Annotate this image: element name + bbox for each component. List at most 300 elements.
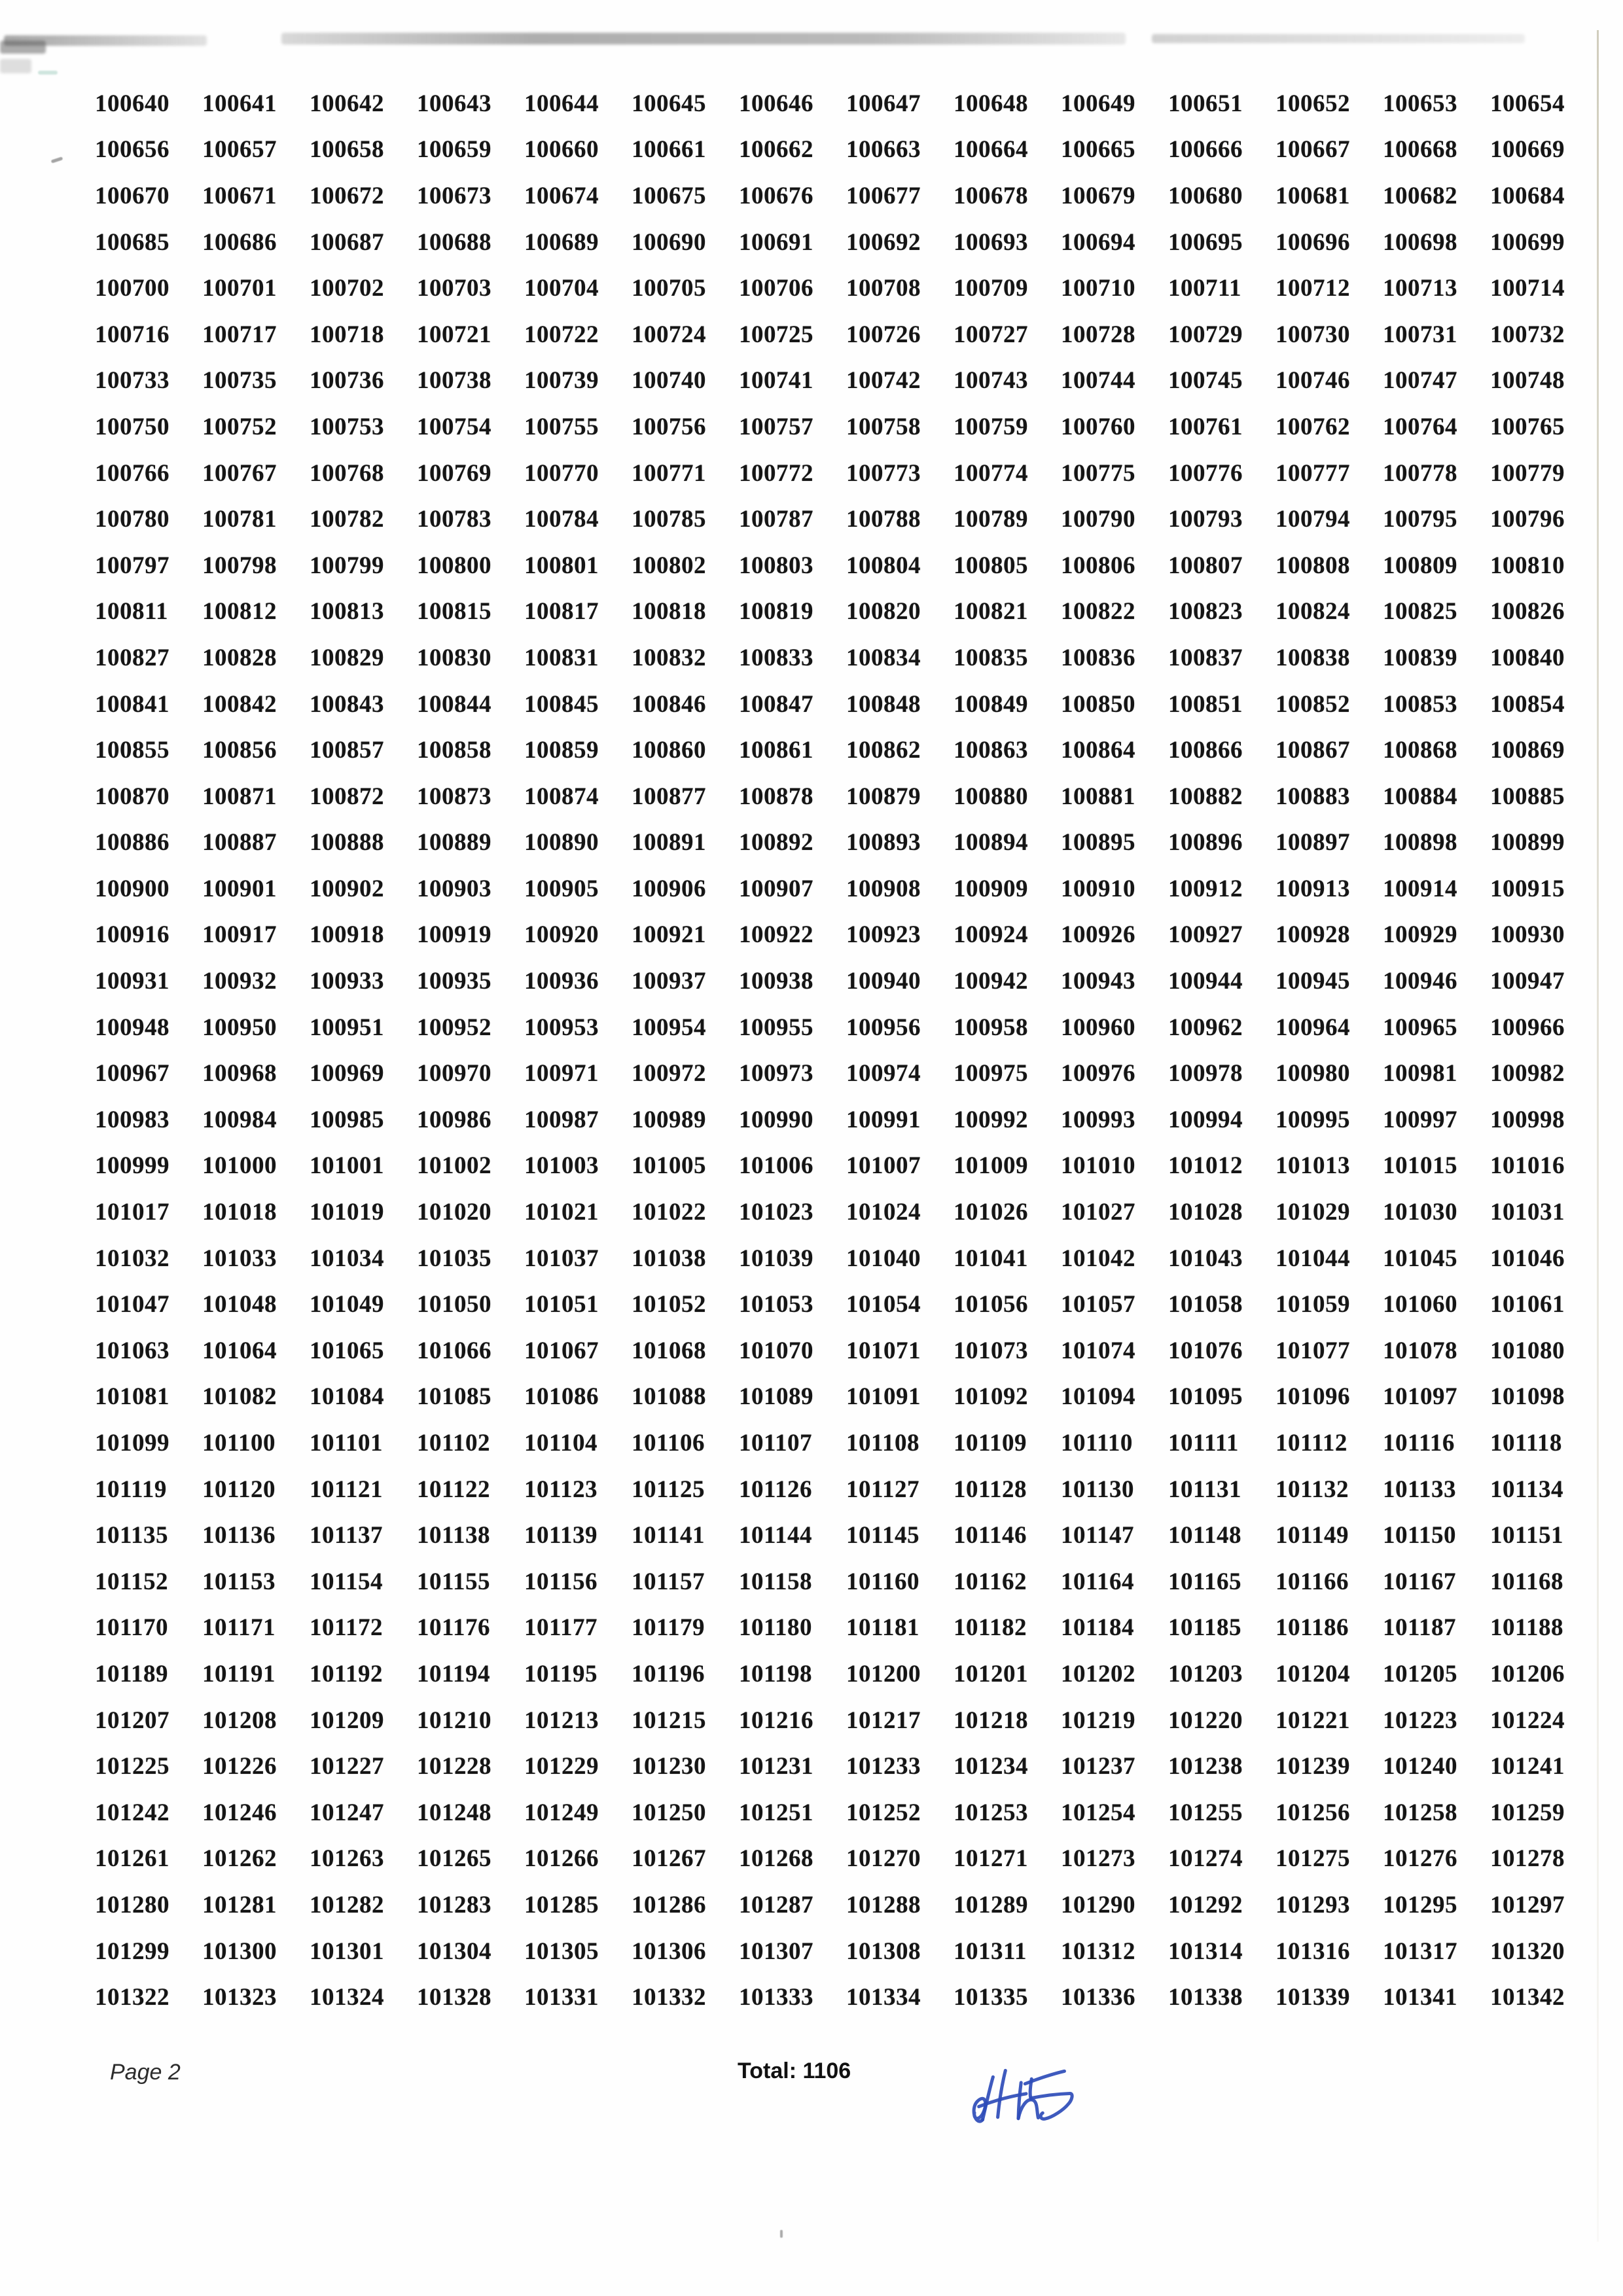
- roll-number: 100698: [1383, 228, 1457, 256]
- roll-number: 100747: [1383, 367, 1457, 395]
- roll-number: 101289: [954, 1891, 1028, 1918]
- roll-number: 100760: [1061, 413, 1135, 440]
- roll-number: 100717: [202, 321, 277, 348]
- roll-number: 100942: [954, 968, 1028, 995]
- roll-number: 100948: [95, 1014, 169, 1041]
- roll-number: 100796: [1490, 506, 1565, 533]
- roll-number: 101271: [954, 1845, 1028, 1873]
- roll-number: 101148: [1168, 1522, 1241, 1549]
- roll-number: 101021: [524, 1199, 599, 1226]
- roll-number: 100790: [1061, 506, 1135, 533]
- roll-number: 100975: [954, 1060, 1028, 1087]
- roll-number: 101195: [524, 1660, 597, 1687]
- roll-number: 101034: [310, 1245, 384, 1272]
- roll-number: 100881: [1061, 783, 1135, 810]
- roll-number: 100806: [1061, 552, 1135, 579]
- roll-number: 101049: [310, 1291, 384, 1318]
- roll-number: 100788: [846, 506, 921, 533]
- roll-number: 100662: [739, 136, 813, 164]
- roll-number: 100936: [524, 968, 599, 995]
- roll-number: 100808: [1275, 552, 1350, 579]
- roll-number: 101132: [1275, 1475, 1349, 1503]
- roll-number: 100964: [1275, 1014, 1350, 1041]
- roll-number: 101078: [1383, 1337, 1457, 1364]
- roll-number: 100676: [739, 182, 813, 209]
- roll-number: 100710: [1061, 275, 1135, 302]
- roll-number: 101225: [95, 1753, 169, 1780]
- roll-number: 101268: [739, 1845, 813, 1873]
- roll-number: 100947: [1490, 968, 1565, 995]
- roll-number: 100915: [1490, 875, 1565, 902]
- roll-number: 100879: [846, 783, 921, 810]
- roll-number: 100773: [846, 459, 921, 487]
- roll-number: 101053: [739, 1291, 813, 1318]
- roll-number: 100970: [417, 1060, 491, 1087]
- roll-number: 101096: [1275, 1383, 1350, 1411]
- roll-number: 101165: [1168, 1568, 1241, 1595]
- roll-number: 101094: [1061, 1383, 1135, 1411]
- roll-number: 100738: [417, 367, 491, 395]
- roll-number: 100971: [524, 1060, 599, 1087]
- roll-number: 101267: [632, 1845, 706, 1873]
- roll-number: 100837: [1168, 644, 1243, 671]
- roll-number: 100743: [954, 367, 1028, 395]
- roll-number: 100995: [1275, 1106, 1350, 1133]
- roll-number: 100706: [739, 275, 813, 302]
- roll-number: 100940: [846, 968, 921, 995]
- roll-number: 101305: [524, 1937, 599, 1965]
- roll-number: 100656: [95, 136, 169, 164]
- roll-number: 100952: [417, 1014, 491, 1041]
- roll-number: 100914: [1383, 875, 1457, 902]
- roll-number: 101266: [524, 1845, 599, 1873]
- roll-number: 100926: [1061, 921, 1135, 949]
- roll-number: 101149: [1275, 1522, 1349, 1549]
- roll-number: 100670: [95, 182, 169, 209]
- roll-number: 100729: [1168, 321, 1243, 348]
- roll-number: 100863: [954, 737, 1028, 764]
- roll-number: 100762: [1275, 413, 1350, 440]
- roll-number: 100748: [1490, 367, 1565, 395]
- roll-number: 101009: [954, 1152, 1028, 1180]
- roll-number: 101205: [1383, 1660, 1457, 1687]
- roll-number: 100740: [632, 367, 706, 395]
- roll-number: 101108: [846, 1430, 919, 1457]
- roll-number: 100834: [846, 644, 921, 671]
- roll-number: 101316: [1275, 1937, 1350, 1965]
- roll-number: 101135: [95, 1522, 168, 1549]
- roll-number: 101247: [310, 1799, 384, 1826]
- roll-number: 100931: [95, 968, 169, 995]
- roll-number: 101276: [1383, 1845, 1457, 1873]
- scan-artifact-tick: [51, 156, 63, 163]
- roll-number: 101006: [739, 1152, 813, 1180]
- roll-number: 101157: [632, 1568, 705, 1595]
- roll-number: 101200: [846, 1660, 921, 1687]
- roll-number: 101248: [417, 1799, 491, 1826]
- roll-number: 101262: [202, 1845, 277, 1873]
- roll-number: 101338: [1168, 1984, 1243, 2011]
- roll-number: 100657: [202, 136, 277, 164]
- roll-number: 100714: [1490, 275, 1565, 302]
- roll-number: 101223: [1383, 1706, 1457, 1734]
- roll-number: 101221: [1275, 1706, 1350, 1734]
- roll-number: 100877: [632, 783, 706, 810]
- roll-number: 100764: [1383, 413, 1457, 440]
- roll-number: 101086: [524, 1383, 599, 1411]
- roll-number: 100672: [310, 182, 384, 209]
- roll-number: 101216: [739, 1706, 813, 1734]
- roll-number: 100932: [202, 968, 277, 995]
- roll-number: 100884: [1383, 783, 1457, 810]
- roll-number: 101215: [632, 1706, 706, 1734]
- roll-number: 100728: [1061, 321, 1135, 348]
- roll-number: 100681: [1275, 182, 1350, 209]
- roll-number: 100758: [846, 413, 921, 440]
- roll-number: 100675: [632, 182, 706, 209]
- roll-number: 100711: [1168, 275, 1241, 302]
- roll-number: 100665: [1061, 136, 1135, 164]
- roll-number: 101064: [202, 1337, 277, 1364]
- roll-number: 101099: [95, 1430, 169, 1457]
- roll-number: 101283: [417, 1891, 491, 1918]
- roll-number: 100703: [417, 275, 491, 302]
- roll-number: 101137: [310, 1522, 383, 1549]
- roll-number: 101052: [632, 1291, 706, 1318]
- roll-number: 101002: [417, 1152, 491, 1180]
- roll-number: 101238: [1168, 1753, 1243, 1780]
- roll-number: 100807: [1168, 552, 1243, 579]
- roll-number: 100827: [95, 644, 169, 671]
- roll-number: 100956: [846, 1014, 921, 1041]
- roll-number: 101281: [202, 1891, 277, 1918]
- roll-number: 101100: [202, 1430, 276, 1457]
- roll-number: 101067: [524, 1337, 599, 1364]
- roll-number: 100825: [1383, 598, 1457, 626]
- roll-number: 100779: [1490, 459, 1565, 487]
- roll-number: 100727: [954, 321, 1028, 348]
- roll-number: 101288: [846, 1891, 921, 1918]
- roll-number: 100886: [95, 829, 169, 857]
- roll-number: 101241: [1490, 1753, 1565, 1780]
- roll-number: 100862: [846, 737, 921, 764]
- roll-number: 100874: [524, 783, 599, 810]
- roll-number: 100778: [1383, 459, 1457, 487]
- roll-number: 100853: [1383, 690, 1457, 718]
- scan-artifact-top-band: [0, 41, 46, 54]
- roll-number: 100918: [310, 921, 384, 949]
- roll-number: 100677: [846, 182, 921, 209]
- roll-number: 101050: [417, 1291, 491, 1318]
- roll-number: 100741: [739, 367, 813, 395]
- roll-number: 100744: [1061, 367, 1135, 395]
- roll-number: 101106: [632, 1430, 705, 1457]
- roll-number: 101339: [1275, 1984, 1350, 2011]
- roll-number: 101300: [202, 1937, 277, 1965]
- roll-number: 101029: [1275, 1199, 1350, 1226]
- number-grid: [95, 80, 1597, 2021]
- roll-number: 100992: [954, 1106, 1028, 1133]
- roll-number: 101290: [1061, 1891, 1135, 1918]
- roll-number: 101136: [202, 1522, 276, 1549]
- roll-number: 100852: [1275, 690, 1350, 718]
- roll-number: 100718: [310, 321, 384, 348]
- roll-number: 100772: [739, 459, 813, 487]
- roll-number: 100669: [1490, 136, 1565, 164]
- roll-number: 101218: [954, 1706, 1028, 1734]
- roll-number: 100962: [1168, 1014, 1243, 1041]
- roll-number: 100780: [95, 506, 169, 533]
- roll-number: 101070: [739, 1337, 813, 1364]
- roll-number: 100774: [954, 459, 1028, 487]
- roll-number: 100965: [1383, 1014, 1457, 1041]
- roll-number: 101033: [202, 1245, 277, 1272]
- roll-number: 100835: [954, 644, 1028, 671]
- roll-number: 101007: [846, 1152, 921, 1180]
- roll-number: 100787: [739, 506, 813, 533]
- roll-number: 100973: [739, 1060, 813, 1087]
- roll-number: 100726: [846, 321, 921, 348]
- roll-number: 100841: [95, 690, 169, 718]
- roll-number: 101201: [954, 1660, 1028, 1687]
- roll-number: 100761: [1168, 413, 1243, 440]
- roll-number: 100898: [1383, 829, 1457, 857]
- roll-number: 101278: [1490, 1845, 1565, 1873]
- roll-number: 101101: [310, 1430, 383, 1457]
- roll-number: 100823: [1168, 598, 1243, 626]
- scan-artifact-fleck: [780, 2230, 783, 2238]
- roll-number: 100682: [1383, 182, 1457, 209]
- roll-number: 101192: [310, 1660, 383, 1687]
- roll-number: 100844: [417, 690, 491, 718]
- roll-number: 101151: [1490, 1522, 1563, 1549]
- roll-number: 100691: [739, 228, 813, 256]
- roll-number: 100972: [632, 1060, 706, 1087]
- roll-number: 101206: [1490, 1660, 1565, 1687]
- roll-number: 100980: [1275, 1060, 1350, 1087]
- roll-number: 101162: [954, 1568, 1027, 1595]
- roll-number: 100902: [310, 875, 384, 902]
- roll-number: 100685: [95, 228, 169, 256]
- roll-number: 101177: [524, 1614, 597, 1642]
- roll-number: 101020: [417, 1199, 491, 1226]
- signature-icon: [966, 2058, 1081, 2135]
- roll-number: 100840: [1490, 644, 1565, 671]
- roll-number: 100994: [1168, 1106, 1243, 1133]
- roll-number: 100784: [524, 506, 599, 533]
- roll-number: 100661: [632, 136, 706, 164]
- roll-number: 100782: [310, 506, 384, 533]
- roll-number: 101097: [1383, 1383, 1457, 1411]
- roll-number: 101180: [739, 1614, 812, 1642]
- roll-number: 100933: [310, 968, 384, 995]
- roll-number: 101335: [954, 1984, 1028, 2011]
- roll-number: 100810: [1490, 552, 1565, 579]
- roll-number: 100724: [632, 321, 706, 348]
- roll-number: 101208: [202, 1706, 277, 1734]
- roll-number: 100945: [1275, 968, 1350, 995]
- roll-number: 100917: [202, 921, 277, 949]
- roll-number: 101312: [1061, 1937, 1135, 1965]
- roll-number: 101047: [95, 1291, 169, 1318]
- roll-number: 100648: [954, 90, 1028, 117]
- roll-number: 101334: [846, 1984, 921, 2011]
- roll-number: 101091: [846, 1383, 921, 1411]
- roll-number: 100843: [310, 690, 384, 718]
- roll-number: 100967: [95, 1060, 169, 1087]
- roll-number: 101331: [524, 1984, 599, 2011]
- roll-number: 100944: [1168, 968, 1243, 995]
- roll-number: 100775: [1061, 459, 1135, 487]
- roll-number: 100999: [95, 1152, 169, 1180]
- roll-number: 101112: [1275, 1430, 1347, 1457]
- roll-number: 100680: [1168, 182, 1243, 209]
- roll-number: 100811: [95, 598, 168, 626]
- roll-number: 101274: [1168, 1845, 1243, 1873]
- roll-number: 100689: [524, 228, 599, 256]
- roll-number: 101253: [954, 1799, 1028, 1826]
- roll-number: 101234: [954, 1753, 1028, 1780]
- roll-number: 100986: [417, 1106, 491, 1133]
- roll-number: 100721: [417, 321, 491, 348]
- roll-number: 101032: [95, 1245, 169, 1272]
- roll-number: 100815: [417, 598, 491, 626]
- roll-number: 100895: [1061, 829, 1135, 857]
- roll-number: 100783: [417, 506, 491, 533]
- roll-number: 100928: [1275, 921, 1350, 949]
- roll-number: 100692: [846, 228, 921, 256]
- roll-number: 100990: [739, 1106, 813, 1133]
- roll-number: 101336: [1061, 1984, 1135, 2011]
- roll-number: 101038: [632, 1245, 706, 1272]
- roll-number: 100730: [1275, 321, 1350, 348]
- roll-number: 100830: [417, 644, 491, 671]
- roll-number: 100828: [202, 644, 277, 671]
- roll-number: 100667: [1275, 136, 1350, 164]
- roll-number: 100702: [310, 275, 384, 302]
- roll-number: 101217: [846, 1706, 921, 1734]
- roll-number: 100833: [739, 644, 813, 671]
- roll-number: 101188: [1490, 1614, 1563, 1642]
- roll-number: 100713: [1383, 275, 1457, 302]
- roll-number: 101184: [1061, 1614, 1134, 1642]
- roll-number: 101119: [95, 1475, 167, 1503]
- roll-number: 100641: [202, 90, 277, 117]
- roll-number: 100769: [417, 459, 491, 487]
- roll-number: 100929: [1383, 921, 1457, 949]
- roll-number: 100873: [417, 783, 491, 810]
- roll-number: 101134: [1490, 1475, 1563, 1503]
- roll-number: 100859: [524, 737, 599, 764]
- roll-number: 100982: [1490, 1060, 1565, 1087]
- roll-number: 100819: [739, 598, 813, 626]
- roll-number: 100700: [95, 275, 169, 302]
- roll-number: 101219: [1061, 1706, 1135, 1734]
- scan-artifact-top-band: [4, 35, 207, 46]
- roll-number: 101209: [310, 1706, 384, 1734]
- roll-number: 101030: [1383, 1199, 1457, 1226]
- roll-number: 100799: [310, 552, 384, 579]
- roll-number: 100901: [202, 875, 277, 902]
- roll-number: 100712: [1275, 275, 1350, 302]
- roll-number: 100668: [1383, 136, 1457, 164]
- roll-number: 101133: [1383, 1475, 1456, 1503]
- roll-number: 100966: [1490, 1014, 1565, 1041]
- roll-number: 101203: [1168, 1660, 1243, 1687]
- roll-number: 101322: [95, 1984, 169, 2011]
- scan-artifact-top-band: [281, 33, 1126, 44]
- roll-number: 100651: [1168, 90, 1243, 117]
- roll-number: 100974: [846, 1060, 921, 1087]
- roll-number: 101249: [524, 1799, 599, 1826]
- roll-number: 101109: [954, 1430, 1027, 1457]
- roll-number: 101252: [846, 1799, 921, 1826]
- roll-number: 101237: [1061, 1753, 1135, 1780]
- roll-number: 100708: [846, 275, 921, 302]
- roll-number: 101019: [310, 1199, 384, 1226]
- scan-artifact-smudge: [0, 59, 31, 73]
- roll-number: 100856: [202, 737, 277, 764]
- roll-number: 101037: [524, 1245, 599, 1272]
- roll-number: 100991: [846, 1106, 921, 1133]
- roll-number: 100793: [1168, 506, 1243, 533]
- roll-number: 100836: [1061, 644, 1135, 671]
- roll-number: 101110: [1061, 1430, 1133, 1457]
- roll-number: 100809: [1383, 552, 1457, 579]
- roll-number: 100771: [632, 459, 706, 487]
- roll-number: 100907: [739, 875, 813, 902]
- roll-number: 101127: [846, 1475, 919, 1503]
- roll-number: 101299: [95, 1937, 169, 1965]
- roll-number: 100755: [524, 413, 599, 440]
- roll-number: 100893: [846, 829, 921, 857]
- roll-number: 100658: [310, 136, 384, 164]
- roll-number: 100739: [524, 367, 599, 395]
- roll-number: 100924: [954, 921, 1028, 949]
- roll-number: 101204: [1275, 1660, 1350, 1687]
- roll-number: 101026: [954, 1199, 1028, 1226]
- roll-number: 100684: [1490, 182, 1565, 209]
- roll-number: 100958: [954, 1014, 1028, 1041]
- roll-number: 101182: [954, 1614, 1027, 1642]
- roll-number: 101287: [739, 1891, 813, 1918]
- roll-number: 100812: [202, 598, 277, 626]
- roll-number: 100822: [1061, 598, 1135, 626]
- roll-number: 101092: [954, 1383, 1028, 1411]
- roll-number: 101125: [632, 1475, 705, 1503]
- roll-number: 101003: [524, 1152, 599, 1180]
- roll-number: 101202: [1061, 1660, 1135, 1687]
- roll-number: 101016: [1490, 1152, 1565, 1180]
- roll-number: 101145: [846, 1522, 919, 1549]
- roll-number: 101258: [1383, 1799, 1457, 1826]
- roll-number: 100935: [417, 968, 491, 995]
- roll-number: 101210: [417, 1706, 491, 1734]
- roll-number: 101227: [310, 1753, 384, 1780]
- roll-number: 100930: [1490, 921, 1565, 949]
- roll-number: 101056: [954, 1291, 1028, 1318]
- roll-number: 100883: [1275, 783, 1350, 810]
- roll-number: 100905: [524, 875, 599, 902]
- page-number-label: Page 2: [110, 2060, 181, 2085]
- roll-number: 100913: [1275, 875, 1350, 902]
- roll-number: 100857: [310, 737, 384, 764]
- roll-number: 101250: [632, 1799, 706, 1826]
- roll-number: 100950: [202, 1014, 277, 1041]
- roll-number: 100693: [954, 228, 1028, 256]
- roll-number: 100678: [954, 182, 1028, 209]
- roll-number: 100777: [1275, 459, 1350, 487]
